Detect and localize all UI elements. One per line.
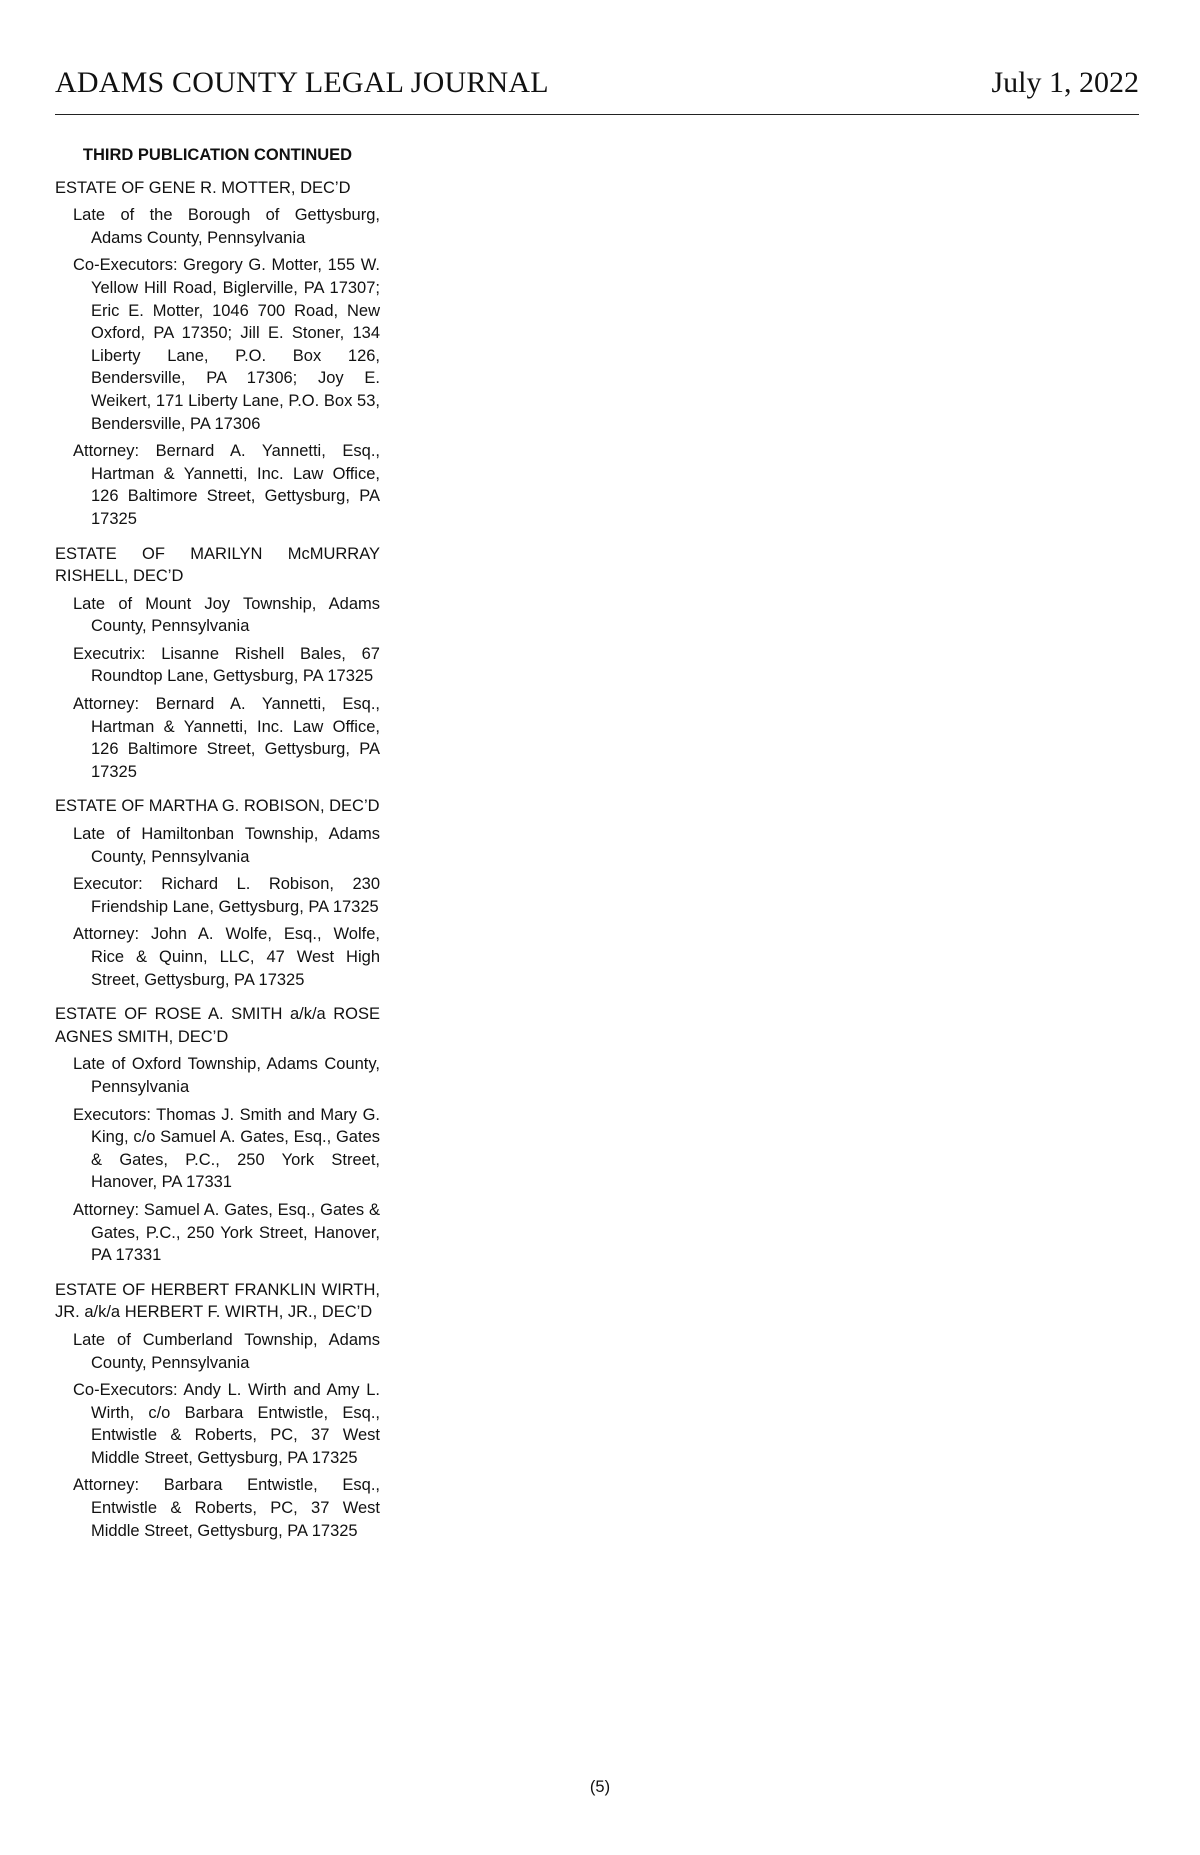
estate-title: ESTATE OF GENE R. MOTTER, DEC’D bbox=[55, 178, 351, 197]
estate-attorney: Attorney: John A. Wolfe, Esq., Wolfe, Rice & Quinn, LLC, 47 West High Street, Gettysburg, PA 17325 bbox=[73, 925, 380, 989]
estate-executors: Executrix: Lisanne Rishell Bales, 67 Roundtop Lane, Gettysburg, PA 17325 bbox=[73, 644, 380, 686]
estate-executors: Executor: Richard L. Robison, 230 Friendship Lane, Gettysburg, PA 17325 bbox=[73, 875, 380, 916]
estate-executors: Co-Executors: Gregory G. Motter, 155 W. Yellow Hill Road, Biglerville, PA 17307; Eric E. Motter, 1046 700 Road, New Oxford, PA 17350; Jill E. Stoner, 134 Liberty Lane, P.O. Box 126, Bendersville, PA 17306; Joy E. Weikert, 171 Liberty Lane, P.O. Box 53, Bendersville, PA 17306 bbox=[73, 256, 380, 433]
estate-residence: Late of Oxford Township, Adams County, Pennsylvania bbox=[73, 1055, 380, 1096]
estate-title: ESTATE OF MARTHA G. ROBISON, DEC’D bbox=[55, 797, 380, 816]
estate-title: ESTATE OF MARILYN McMURRAY RISHELL, DEC’D bbox=[55, 544, 380, 586]
estate-attorney: Attorney: Bernard A. Yannetti, Esq., Hartman & Yannetti, Inc. Law Office, 126 Baltimore Street, Gettysburg, PA 17325 bbox=[73, 695, 380, 781]
page-number: (5) bbox=[589, 1778, 611, 1796]
estate-title: ESTATE OF HERBERT FRANKLIN WIRTH, JR. a/k/a HERBERT F. WIRTH, JR., DEC’D bbox=[55, 1280, 380, 1322]
masthead bbox=[55, 66, 1139, 115]
estate-attorney: Attorney: Bernard A. Yannetti, Esq., Hartman & Yannetti, Inc. Law Office, 126 Baltimore Street, Gettysburg, PA 17325 bbox=[73, 442, 380, 528]
estate-residence: Late of the Borough of Gettysburg, Adams County, Pennsylvania bbox=[73, 206, 380, 247]
estate-notice bbox=[55, 1279, 380, 1543]
estate-notice bbox=[55, 543, 380, 784]
estate-title: ESTATE OF ROSE A. SMITH a/k/a ROSE AGNES SMITH, DEC’D bbox=[55, 1005, 380, 1046]
estate-residence: Late of Mount Joy Township, Adams County, Pennsylvania bbox=[73, 594, 380, 636]
estate-attorney: Attorney: Barbara Entwistle, Esq., Entwistle & Roberts, PC, 37 West Middle Street, Gettysburg, PA 17325 bbox=[73, 1476, 380, 1540]
estate-executors: Executors: Thomas J. Smith and Mary G. King, c/o Samuel A. Gates, Esq., Gates & Gates, P.C., 250 York Street, Hanover, PA 17331 bbox=[73, 1105, 380, 1192]
estate-residence: Late of Cumberland Township, Adams County, Pennsylvania bbox=[73, 1330, 380, 1372]
section-heading: THIRD PUBLICATION CONTINUED bbox=[82, 146, 353, 164]
estate-notice bbox=[55, 795, 380, 991]
estate-notice bbox=[55, 177, 380, 531]
estate-attorney: Attorney: Samuel A. Gates, Esq., Gates & Gates, P.C., 250 York Street, Hanover, PA 17331 bbox=[73, 1200, 380, 1265]
estate-notice bbox=[55, 1003, 380, 1267]
estate-residence: Late of Hamiltonban Township, Adams County, Pennsylvania bbox=[73, 825, 380, 866]
estate-executors: Co-Executors: Andy L. Wirth and Amy L. Wirth, c/o Barbara Entwistle, Esq., Entwistle & Roberts, PC, 37 West Middle Street, Gettysburg, PA 17325 bbox=[73, 1381, 380, 1467]
issue-date: July 1, 2022 bbox=[991, 66, 1139, 99]
notice-column bbox=[55, 144, 380, 1554]
journal-title: ADAMS COUNTY LEGAL JOURNAL bbox=[55, 66, 549, 99]
